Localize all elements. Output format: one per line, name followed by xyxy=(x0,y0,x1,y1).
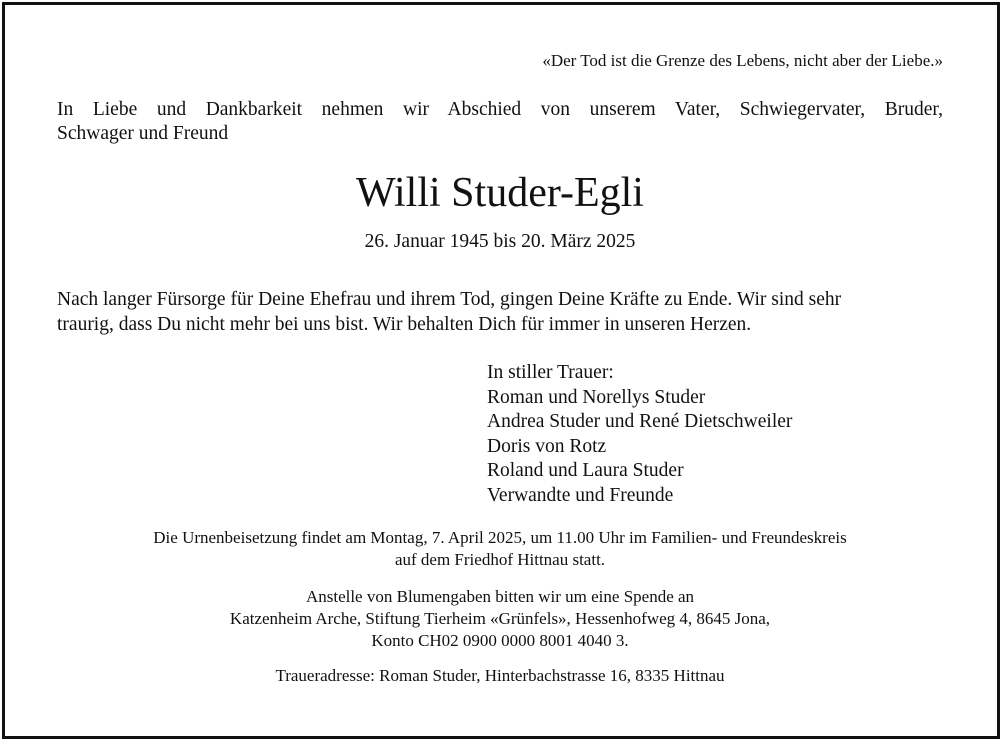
motto-quote: «Der Tod ist die Grenze des Lebens, nicht aber der Liebe.» xyxy=(542,51,943,70)
intro-text xyxy=(57,98,943,146)
mourner-name: Verwandte und Freunde xyxy=(487,484,674,506)
donation-info xyxy=(0,586,1000,652)
burial-info xyxy=(0,527,1000,571)
farewell-message xyxy=(57,287,947,337)
mourner-name: Andrea Studer und René Dietschweiler xyxy=(487,411,793,432)
deceased-name: Willi Studer-Egli xyxy=(356,170,644,216)
mourning-address xyxy=(0,665,1000,687)
mourner-name: Roman und Norellys Studer xyxy=(487,386,706,408)
mourner-name: Doris von Rotz xyxy=(487,435,607,457)
life-dates: 26. Januar 1945 bis 20. März 2025 xyxy=(364,231,636,252)
mourners-heading: In stiller Trauer: xyxy=(487,362,614,383)
intro-line-1: In Liebe und Dankbarkeit nehmen wir Abschied von unserem Vater, Schwiegervater, Bruder, xyxy=(57,99,943,120)
intro-line-2: Schwager und Freund xyxy=(57,123,229,144)
mourner-name: Roland und Laura Studer xyxy=(487,460,684,481)
address-line: Traueradresse: Roman Studer, Hinterbachstrasse 16, 8335 Hittnau xyxy=(275,666,725,685)
mourners-list xyxy=(487,361,792,508)
message-line-2: traurig, dass Du nicht mehr bei uns bist. Wir behalten Dich für immer in unseren Herzen. xyxy=(57,314,752,335)
donation-line-2: Katzenheim Arche, Stiftung Tierheim «Grünfels», Hessenhofweg 4, 8645 Jona, xyxy=(229,609,771,628)
burial-line-1: Die Urnenbeisetzung findet am Montag, 7. April 2025, um 11.00 Uhr im Familien- und Freundeskreis xyxy=(153,528,847,547)
burial-line-2: auf dem Friedhof Hittnau statt. xyxy=(394,550,606,569)
donation-line-3: Konto CH02 0900 0000 8001 4040 3. xyxy=(371,631,629,650)
donation-line-1: Anstelle von Blumengaben bitten wir um eine Spende an xyxy=(305,587,695,606)
message-line-1: Nach langer Fürsorge für Deine Ehefrau und ihrem Tod, gingen Deine Kräfte zu Ende. Wir sind sehr xyxy=(57,289,842,310)
